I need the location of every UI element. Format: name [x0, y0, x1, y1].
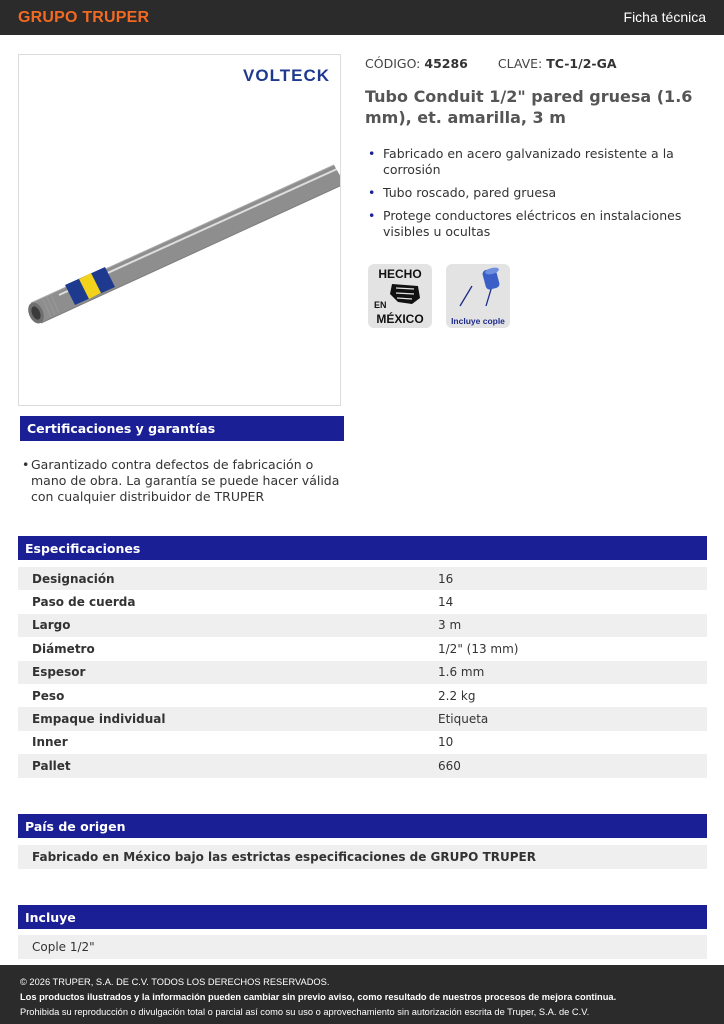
product-image [18, 54, 341, 406]
codigo-label: CÓDIGO: [365, 56, 421, 71]
warranty-text: • Garantizado contra defectos de fabricación o mano de obra. La garantía se puede hacer válida con cualquier distribuidor de TRUPER [22, 457, 340, 505]
feature-list [365, 146, 695, 247]
badge-text: HECHO [378, 267, 422, 281]
spec-value: 1.6 mm [438, 665, 485, 680]
spec-value: 14 [438, 595, 454, 610]
copyright-text: © 2026 TRUPER, S.A. DE C.V. TODOS LOS DERECHOS RESERVADOS. [20, 977, 330, 987]
badge-text: MÉXICO [376, 312, 424, 326]
spec-label: Paso de cuerda [32, 595, 136, 610]
spec-value: 16 [438, 571, 454, 586]
clave-label: CLAVE: [497, 56, 543, 71]
spec-value: Etiqueta [438, 712, 489, 727]
spec-label: Pallet [32, 758, 71, 773]
table-row [18, 731, 707, 754]
volteck-logo: VOLTECK [243, 66, 330, 85]
feature-item: • Fabricado en acero galvanizado resistente a la corrosión [365, 146, 695, 178]
feature-item: • Tubo roscado, pared gruesa [365, 185, 695, 201]
spec-value: 660 [438, 758, 461, 773]
certifications-header: Certificaciones y garantías [20, 416, 344, 441]
document-type: Ficha técnica [623, 9, 706, 25]
product-title: Tubo Conduit 1/2" pared gruesa (1.6 mm), et. amarilla, 3 m [365, 87, 693, 127]
spec-label: Designación [32, 571, 115, 586]
spec-label: Inner [32, 735, 68, 750]
hecho-en-mexico-badge [368, 264, 432, 328]
table-row [18, 754, 707, 777]
table-row [18, 661, 707, 684]
includes-text: Cople 1/2" [18, 935, 707, 959]
spec-value: 3 m [438, 618, 462, 633]
spec-label: Empaque individual [32, 712, 166, 727]
origin-header: País de origen [18, 814, 707, 838]
spec-label: Largo [32, 618, 71, 633]
table-row [18, 590, 707, 613]
specifications-table [18, 567, 707, 778]
table-row [18, 684, 707, 707]
badge-text: EN [374, 300, 387, 310]
spec-label: Diámetro [32, 641, 95, 656]
spec-label: Espesor [32, 665, 86, 680]
brand-logo: GRUPO TRUPER [18, 9, 150, 26]
conduit-tube-illustration [19, 55, 341, 406]
feature-item: • Protege conductores eléctricos en instalaciones visibles u ocultas [365, 208, 695, 240]
top-bar [0, 0, 724, 35]
table-row [18, 637, 707, 660]
incluye-cople-badge [446, 264, 510, 328]
table-row [18, 614, 707, 637]
specifications-header: Especificaciones [18, 536, 707, 560]
spec-value: 10 [438, 735, 454, 750]
disclaimer-text: Los productos ilustrados y la información pueden cambiar sin previo aviso, como resultado de nuestros procesos de mejora continua. [20, 992, 617, 1002]
table-row [18, 567, 707, 590]
spec-value: 2.2 kg [438, 688, 476, 703]
spec-value: 1/2" (13 mm) [438, 641, 519, 656]
clave-value: TC-1/2-GA [546, 56, 617, 71]
origin-text: Fabricado en México bajo las estrictas especificaciones de GRUPO TRUPER [18, 845, 707, 869]
legal-text: Prohibida su reproducción o divulgación total o parcial así como su uso o aprovechamiento sin autorización escrita de Truper, S.A. de C.V. [20, 1007, 590, 1017]
footer [0, 965, 724, 1024]
product-codes [365, 56, 617, 71]
includes-header: Incluye [18, 905, 707, 929]
codigo-value: 45286 [424, 56, 468, 71]
badge-text: Incluye cople [451, 316, 505, 326]
table-row [18, 707, 707, 730]
spec-label: Peso [32, 688, 65, 703]
